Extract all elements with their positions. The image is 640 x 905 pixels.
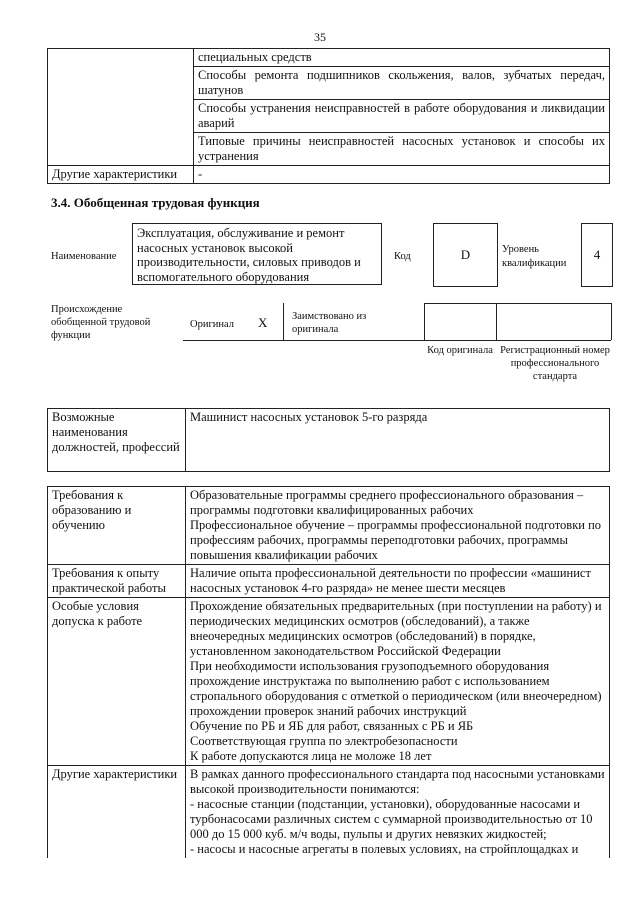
table-cell: специальных средств <box>194 49 610 67</box>
text-line: Профессиональное обучение – программы профессиональной подготовки по профессиям рабочих, программы переподготовки рабочих, программы повышения квалификации рабочих <box>190 518 602 562</box>
text-line: Обучение по РБ и ЯБ для работ, связанных с РБ и ЯБ <box>190 719 474 733</box>
text-line: Прохождение обязательных предварительных (при поступлении на работу) и периодических медицинских осмотров (обследований), а также внеочередных медицинских осмотров (обследований) в порядке, установленном законодательством Российской Федерации <box>190 599 602 658</box>
table-row <box>48 166 610 184</box>
origin-top-line <box>424 303 611 304</box>
other-characteristics-label: Другие характеристики <box>48 166 194 184</box>
skills-continuation-table <box>47 48 610 184</box>
function-name-box: Эксплуатация, обслуживание и ремонт насосных установок высокой производительности, силовых приводов и вспомогательного оборудования <box>132 223 382 285</box>
name-label: Наименование <box>51 251 117 262</box>
empty-label-cell <box>48 49 194 166</box>
text-line: - насосные станции (подстанции, установки), оборудованные насосами и турбонасосами различных систем с суммарной производительностью от 10 000 до 15 000 куб. м/ч воды, пульпы и других невязких жидкостей; <box>190 797 593 841</box>
original-label: Оригинал <box>190 319 234 330</box>
table-cell: Способы ремонта подшипников скольжения, валов, зубчатых передач, шатунов <box>194 67 610 100</box>
code-label: Код <box>394 251 411 262</box>
origin-divider <box>424 303 425 340</box>
section-heading: 3.4. Обобщенная трудовая функция <box>51 195 260 210</box>
level-label-1: Уровень <box>502 244 539 255</box>
function-code-box: D <box>433 223 498 287</box>
table-row <box>48 565 610 598</box>
table-row <box>48 487 610 565</box>
text-line: В рамках данного профессионального стандарта под насосными установками высокой производительности понимаются: <box>190 767 605 796</box>
other-value <box>186 766 610 859</box>
page-number: 35 <box>314 30 326 44</box>
other-label: Другие характеристики <box>48 766 186 859</box>
table-row <box>48 49 610 67</box>
text-line: Соответствующая группа по электробезопасности <box>190 734 458 748</box>
table-row <box>48 409 610 472</box>
table-cell: Типовые причины неисправностей насосных установок и способы их устранения <box>194 133 610 166</box>
table-row <box>48 766 610 859</box>
level-label-2: квалификации <box>502 258 567 269</box>
code-original-label: Код оригинала <box>427 345 493 356</box>
text-line: - насосы и насосные агрегаты в полевых условиях, на стройплощадках и <box>190 842 579 856</box>
requirements-table <box>47 486 610 858</box>
experience-label: Требования к опыту практической работы <box>48 565 186 598</box>
experience-value: Наличие опыта профессиональной деятельности по профессии «машинист насосных установок 4-го разряда» не менее шести месяцев <box>186 565 610 598</box>
conditions-label: Особые условия допуска к работе <box>48 598 186 766</box>
education-value <box>186 487 610 565</box>
text-line: Образовательные программы среднего профессионального образования – программы подготовки квалифицированных рабочих <box>190 488 584 517</box>
text-line: К работе допускаются лица не моложе 18 лет <box>190 749 432 763</box>
positions-table <box>47 408 610 472</box>
education-label: Требования к образованию и обучению <box>48 487 186 565</box>
other-characteristics-value: - <box>194 166 610 184</box>
positions-value: Машинист насосных установок 5-го разряда <box>186 409 610 472</box>
origin-divider <box>496 303 497 340</box>
table-row <box>48 598 610 766</box>
conditions-value <box>186 598 610 766</box>
original-mark: X <box>258 315 268 330</box>
origin-bottom-line <box>183 340 611 341</box>
reg-number-label: Регистрационный номер профессионального стандарта <box>500 345 610 382</box>
origin-label: Происхождение обобщенной трудовой функции <box>51 304 151 341</box>
table-cell: Способы устранения неисправностей в работе оборудования и ликвидации аварий <box>194 100 610 133</box>
qualification-level-box: 4 <box>581 223 613 287</box>
origin-divider <box>611 303 612 340</box>
positions-label: Возможные наименования должностей, профессий <box>48 409 186 472</box>
borrowed-label: Заимствовано из оригинала <box>292 311 367 335</box>
origin-divider <box>283 303 284 340</box>
text-line: При необходимости использования грузоподъемного оборудования прохождение инструктажа по выполнению работ с использованием стропального оборудования с отметкой о периодическом (или внеочередном) прохождении проверок знаний рабочих инструкций <box>190 659 602 718</box>
